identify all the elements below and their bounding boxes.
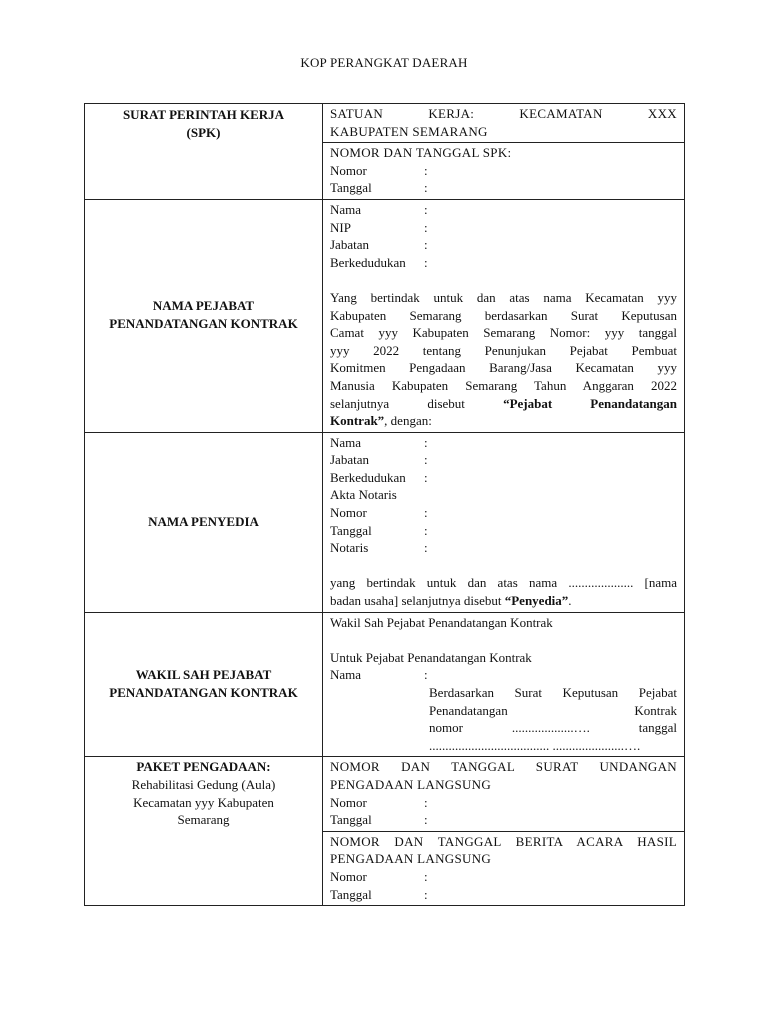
spk-title-abbr: (SPK) bbox=[186, 124, 221, 140]
wakil-line-2: Untuk Pejabat Penandatangan Kontrak bbox=[330, 649, 532, 665]
penyedia-paragraph: yang bertindak untuk dan atas nama .................... [nama badan usaha] selanjutnya disebut “Penyedia”. bbox=[330, 575, 677, 609]
penyedia-title: NAMA PENYEDIA bbox=[148, 514, 259, 530]
wakil-title-cell bbox=[85, 612, 323, 757]
penyedia-jabatan-field: Jabatan : bbox=[330, 452, 428, 468]
spk-title: SURAT PERINTAH KERJA bbox=[122, 107, 285, 122]
pejabat-title-2: PENANDATANGAN KONTRAK bbox=[109, 315, 298, 331]
paket-undangan-row bbox=[85, 757, 685, 831]
penyedia-akta-label: Akta Notaris bbox=[330, 487, 397, 503]
wakil-title-2: PENANDATANGAN KONTRAK bbox=[109, 684, 298, 700]
penyedia-notaris-field: Notaris : bbox=[330, 540, 428, 556]
spk-form-table bbox=[84, 103, 685, 906]
undangan-heading: NOMOR DAN TANGGAL SURAT UNDANGAN bbox=[330, 759, 677, 775]
pejabat-row bbox=[85, 199, 685, 432]
wakil-sk-block: Berdasarkan Surat Keputusan Pejabat Penandatangan Kontrak nomor ...................…. tanggal ..................................... ......................…. bbox=[429, 685, 677, 753]
paket-desc-1: Rehabilitasi Gedung (Aula) bbox=[131, 776, 276, 792]
pejabat-berkedudukan-field: Berkedudukan : bbox=[330, 254, 428, 270]
paket-desc-3: Semarang bbox=[177, 812, 230, 828]
document-header-title: KOP PERANGKAT DAERAH bbox=[300, 55, 468, 70]
pejabat-detail-cell bbox=[323, 199, 685, 432]
spk-nomor-field: Nomor : bbox=[330, 162, 428, 178]
wakil-nama-field: Nama : bbox=[330, 667, 428, 683]
paket-undangan-cell bbox=[323, 757, 685, 831]
satuan-kerja-line: SATUAN KERJA: KECAMATAN XXX bbox=[330, 106, 677, 121]
penyedia-nama-field: Nama : bbox=[330, 434, 428, 450]
wakil-line-1: Wakil Sah Pejabat Penandatangan Kontrak bbox=[330, 614, 553, 630]
berita-heading: NOMOR DAN TANGGAL BERITA ACARA HASIL bbox=[330, 833, 677, 849]
wakil-row bbox=[85, 612, 685, 757]
wakil-title: WAKIL SAH PEJABAT bbox=[135, 666, 272, 682]
paket-title-cell bbox=[85, 757, 323, 906]
berita-tanggal-field: Tanggal : bbox=[330, 886, 428, 902]
pejabat-jabatan-field: Jabatan : bbox=[330, 237, 428, 253]
spk-title-cell bbox=[85, 104, 323, 200]
paket-desc-2: Kecamatan yyy Kabupaten bbox=[133, 794, 274, 810]
spk-row bbox=[85, 104, 685, 143]
spk-tanggal-field: Tanggal : bbox=[330, 180, 428, 196]
satuan-kerja-cell bbox=[323, 104, 685, 143]
penyedia-row bbox=[85, 432, 685, 612]
wakil-detail-cell bbox=[323, 612, 685, 757]
penyedia-detail-cell bbox=[323, 432, 685, 612]
pejabat-paragraph: Yang bertindak untuk dan atas nama Kecamatan yyy Kabupaten Semarang berdasarkan Surat Keputusan Camat yyy Kabupaten Semarang Nomor: yyy tanggal yyy 2022 tentang Penunjukan Pejabat Pembuat Komitmen Pengadaan Barang/Jasa Kecamatan yyy Manusia Kabupaten Semarang Tahun Anggaran 2022 selanjutnya disebut “Pejabat Penandatangan Kontrak”, dengan: bbox=[330, 289, 677, 429]
pejabat-title: NAMA PEJABAT bbox=[152, 298, 255, 314]
paket-berita-cell bbox=[323, 831, 685, 905]
penyedia-berkedudukan-field: Berkedudukan : bbox=[330, 469, 428, 485]
berita-nomor-field: Nomor : bbox=[330, 868, 428, 884]
undangan-heading-2: PENGADAAN LANGSUNG bbox=[330, 776, 492, 792]
pejabat-nip-field: NIP : bbox=[330, 219, 428, 235]
pejabat-nama-field: Nama : bbox=[330, 201, 428, 217]
spk-nomor-cell bbox=[323, 143, 685, 200]
undangan-tanggal-field: Tanggal : bbox=[330, 812, 428, 828]
penyedia-tanggal-field: Tanggal : bbox=[330, 522, 428, 538]
berita-heading-2: PENGADAAN LANGSUNG bbox=[330, 851, 492, 867]
paket-title: PAKET PENGADAAN: bbox=[136, 759, 271, 775]
spk-nomor-heading: NOMOR DAN TANGGAL SPK: bbox=[330, 145, 512, 161]
penyedia-title-cell bbox=[85, 432, 323, 612]
undangan-nomor-field: Nomor : bbox=[330, 794, 428, 810]
satuan-kerja-kabupaten: KABUPATEN SEMARANG bbox=[330, 123, 488, 139]
pejabat-title-cell bbox=[85, 199, 323, 432]
penyedia-nomor-field: Nomor : bbox=[330, 505, 428, 521]
